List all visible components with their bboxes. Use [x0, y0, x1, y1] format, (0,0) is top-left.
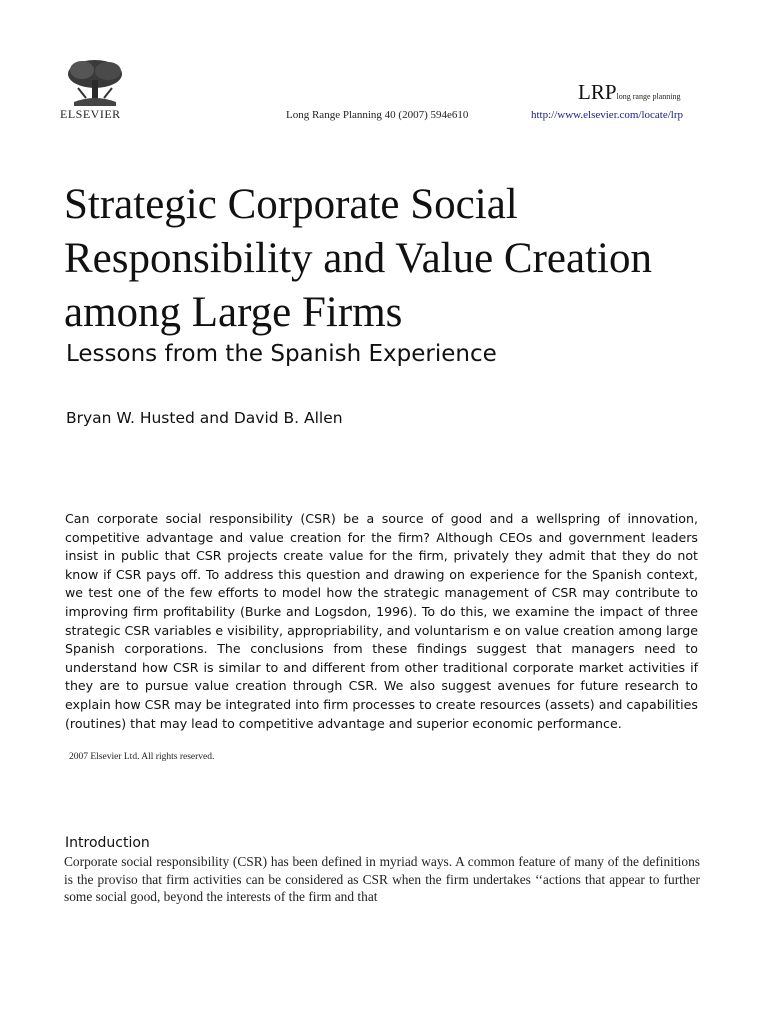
article-subtitle: Lessons from the Spanish Experience [66, 341, 497, 367]
publisher-name: ELSEVIER [60, 107, 121, 121]
introduction-heading: Introduction [65, 835, 150, 851]
elsevier-tree-icon [64, 58, 126, 106]
journal-brand [578, 80, 681, 105]
journal-reference: Long Range Planning 40 (2007) 594e610 [286, 109, 469, 121]
introduction-text: Corporate social responsibility (CSR) has been defined in myriad ways. A common feature of many of the definitions is the proviso that firm activities can be considered as CSR when the firm undertakes ‘‘actions that appear to further some social good, beyond the interests of the firm and that [64, 854, 700, 904]
publisher-logo [60, 58, 132, 122]
journal-acronym: LRP [578, 80, 617, 104]
article-authors: Bryan W. Husted and David B. Allen [66, 409, 343, 427]
article-title: Strategic Corporate Social Responsibility and Value Creation among Large Firms [64, 181, 652, 336]
journal-name: long range planning [616, 92, 681, 101]
copyright-notice: 2007 Elsevier Ltd. All rights reserved. [69, 752, 215, 762]
abstract-text: Can corporate social responsibility (CSR) be a source of good and a wellspring of innovation, competitive advantage and value creation for the firm? Although CEOs and government leaders insist in public that CSR projects create value for the firm, privately they admit that they do not know if CSR pays off. To address this question and drawing on experience for the Spanish context, we test one of the few efforts to model how the strategic management of CSR may contribute to improving firm profitability (Burke and Logsdon, 1996). To do this, we examine the impact of three strategic CSR variables e visibility, appropriability, and voluntarism e on value creation among large Spanish corporations. The conclusions from these findings suggest that managers need to understand how CSR is similar to and different from other traditional corporate market activities if they are to pursue value creation through CSR. We also suggest avenues for future research to explain how CSR may be integrated into firm processes to create resources (assets) and capabilities (routines) that may lead to competitive advantage and superior economic performance. [65, 511, 698, 731]
journal-url-link[interactable]: http://www.elsevier.com/locate/lrp [531, 109, 684, 121]
